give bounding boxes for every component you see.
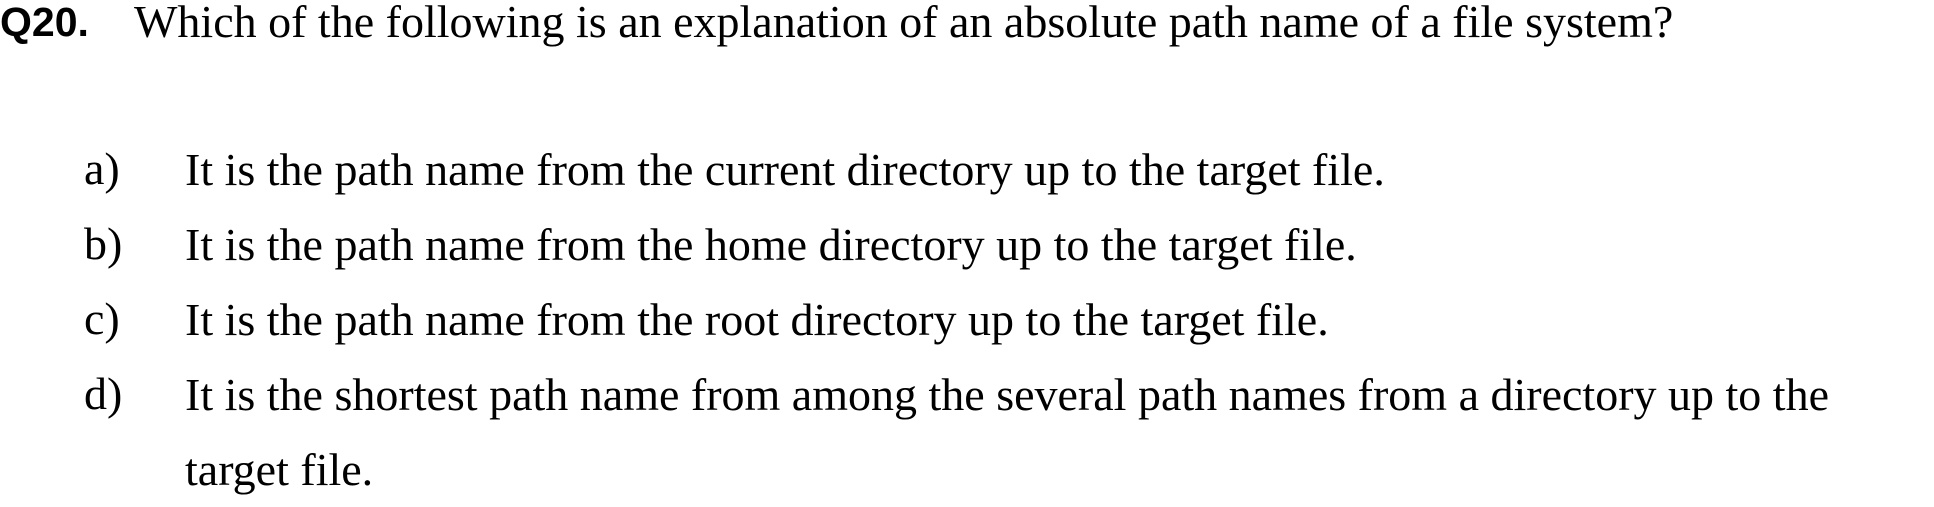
option-a-text: It is the path name from the current directory up to the target file. <box>185 144 1385 195</box>
option-b-label: b) <box>84 218 123 269</box>
answer-options-list <box>0 143 1934 495</box>
option-d-text-line-2: target file. <box>185 444 374 495</box>
option-d[interactable] <box>0 368 1934 495</box>
option-d-text <box>185 357 1829 507</box>
option-c-text: It is the path name from the root directory up to the target file. <box>185 294 1329 345</box>
option-a-label: a) <box>84 143 120 194</box>
option-b-text: It is the path name from the home directory up to the target file. <box>185 219 1357 270</box>
question-text: Which of the following is an explanation of an absolute path name of a file system? <box>134 0 1674 47</box>
option-d-label: d) <box>84 368 123 419</box>
question-number: Q20. <box>0 0 89 45</box>
option-c-label: c) <box>84 293 120 344</box>
option-d-text-line-1: It is the shortest path name from among the several path names from a directory up to the <box>185 369 1830 420</box>
